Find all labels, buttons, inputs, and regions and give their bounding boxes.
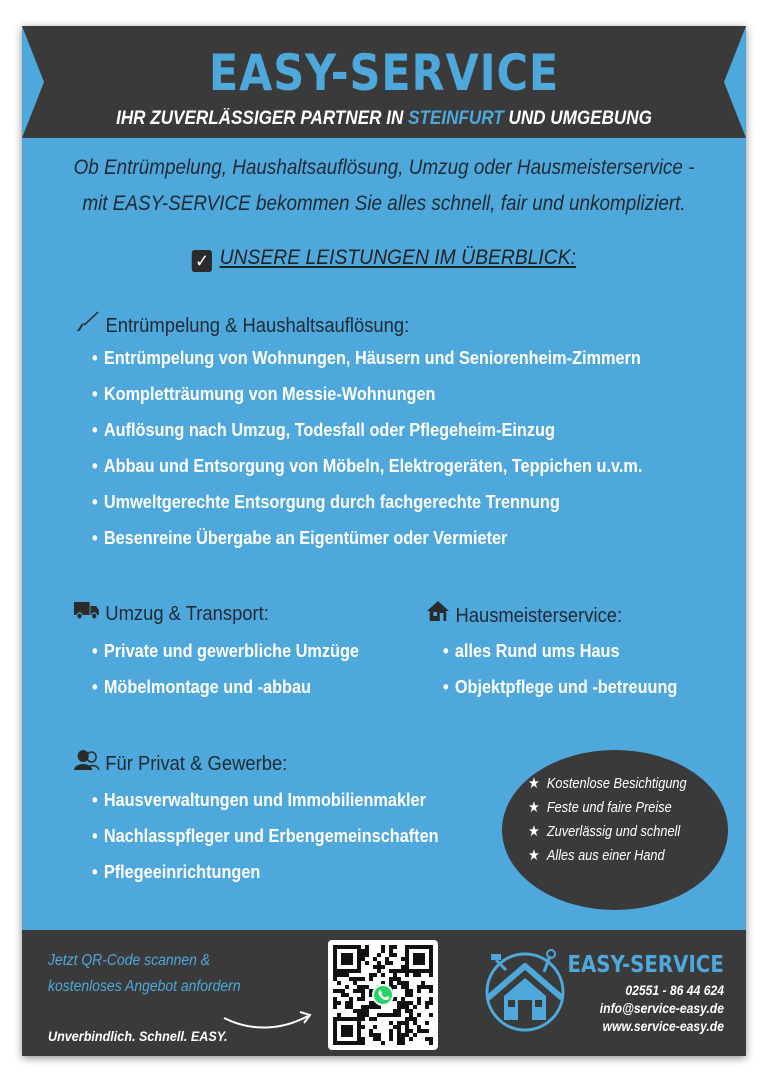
- list-item: • Objektpflege und -betreuung: [443, 669, 677, 705]
- page-subtitle: [58, 108, 710, 130]
- section-heading-entruempelung: [76, 310, 409, 338]
- section-heading-text: Umzug & Transport:: [105, 603, 269, 625]
- benefit-text: Alles aus einer Hand: [546, 848, 665, 864]
- section-heading-privat: [74, 748, 287, 776]
- benefit-text: Zuverlässig und schnell: [546, 824, 681, 840]
- cta-line-2: kostenloses Angebot anfordern: [48, 978, 241, 995]
- section-heading-umzug: [74, 600, 269, 626]
- star-icon: ★: [528, 799, 540, 816]
- brand-name: EASY-SERVICE: [567, 952, 724, 978]
- overview-heading-text: UNSERE LEISTUNGEN IM ÜBERBLICK:: [219, 246, 577, 269]
- list-item: • Besenreine Übergabe an Eigentümer oder Vermieter: [92, 520, 642, 556]
- star-icon: ★: [528, 847, 540, 864]
- people-icon: [74, 748, 100, 776]
- entruempelung-list: [92, 340, 717, 556]
- subtitle-text-end: UND UMGEBUNG: [503, 108, 652, 129]
- list-item: • Pflegeeinrichtungen: [92, 854, 439, 890]
- qr-code-image: [333, 945, 433, 1045]
- section-heading-hausmeister: [426, 600, 622, 628]
- list-item: • Möbelmontage und -abbau: [92, 669, 359, 705]
- intro-line-2: mit EASY-SERVICE bekommen Sie alles schnell, fair und unkompliziert.: [82, 192, 686, 215]
- list-item: • Hausverwaltungen und Immobilienmakler: [92, 782, 439, 818]
- hausmeister-list: [443, 633, 709, 705]
- broom-icon: [76, 310, 100, 338]
- intro-line-1: Ob Entrümpelung, Haushaltsauflösung, Umzug oder Hausmeisterservice -: [73, 156, 695, 179]
- subtitle-text-start: IHR ZUVERLÄSSIGER PARTNER IN: [116, 108, 409, 129]
- list-item: • Entrümpelung von Wohnungen, Häusern und Seniorenheim-Zimmern: [92, 340, 642, 376]
- section-heading-text: Hausmeisterservice:: [455, 605, 623, 627]
- star-icon: ★: [528, 823, 540, 840]
- qr-call-to-action: [48, 948, 241, 1000]
- house-icon: [426, 600, 450, 628]
- tagline: Unverbindlich. Schnell. EASY.: [48, 1028, 228, 1044]
- qr-code[interactable]: [328, 940, 438, 1050]
- header-banner: [22, 26, 746, 138]
- page-title: EASY-SERVICE: [208, 44, 560, 102]
- umzug-list: [92, 633, 395, 705]
- benefit-item: [528, 844, 687, 868]
- banner-notch-right: [724, 26, 746, 138]
- list-item: • Private und gewerbliche Umzüge: [92, 633, 359, 669]
- list-item: • Auflösung nach Umzug, Todesfall oder Pflegeheim-Einzug: [92, 412, 642, 448]
- footer: [22, 930, 746, 1056]
- arrow-icon: [222, 1004, 318, 1034]
- contact-info: [600, 982, 724, 1036]
- intro-text: [67, 150, 701, 222]
- truck-icon: [74, 600, 100, 626]
- star-icon: ★: [528, 775, 540, 792]
- cta-line-1: Jetzt QR-Code scannen &: [48, 952, 211, 969]
- section-heading-text: Entrümpelung & Haushaltsauflösung:: [105, 315, 410, 337]
- overview-heading: [51, 246, 717, 272]
- benefits-list: [528, 772, 708, 868]
- benefit-item: [528, 820, 687, 844]
- section-heading-text: Für Privat & Gewerbe:: [105, 753, 288, 775]
- list-item: • Kompletträumung von Messie-Wohnungen: [92, 376, 642, 412]
- list-item: • alles Rund ums Haus: [443, 633, 677, 669]
- benefit-text: Feste und faire Preise: [546, 800, 672, 816]
- benefit-text: Kostenlose Besichtigung: [546, 776, 687, 792]
- phone-number[interactable]: 02551 - 86 44 624: [625, 983, 724, 998]
- whatsapp-icon: [373, 985, 393, 1005]
- flyer: [22, 26, 746, 1056]
- benefit-item: [528, 772, 687, 796]
- house-logo-icon: [480, 946, 570, 1032]
- banner-notch-left: [22, 26, 44, 138]
- benefits-bubble: [502, 750, 728, 910]
- subtitle-highlight: STEINFURT: [408, 108, 504, 129]
- check-box-icon: ✓: [192, 250, 212, 272]
- email-address[interactable]: info@service-easy.de: [599, 1001, 724, 1016]
- website-url[interactable]: www.service-easy.de: [602, 1019, 724, 1034]
- list-item: • Abbau und Entsorgung von Möbeln, Elektrogeräten, Teppichen u.v.m.: [92, 448, 642, 484]
- list-item: • Umweltgerechte Entsorgung durch fachgerechte Trennung: [92, 484, 642, 520]
- list-item: • Nachlasspfleger und Erbengemeinschaften: [92, 818, 439, 854]
- benefit-item: [528, 796, 687, 820]
- privat-list: [92, 782, 486, 890]
